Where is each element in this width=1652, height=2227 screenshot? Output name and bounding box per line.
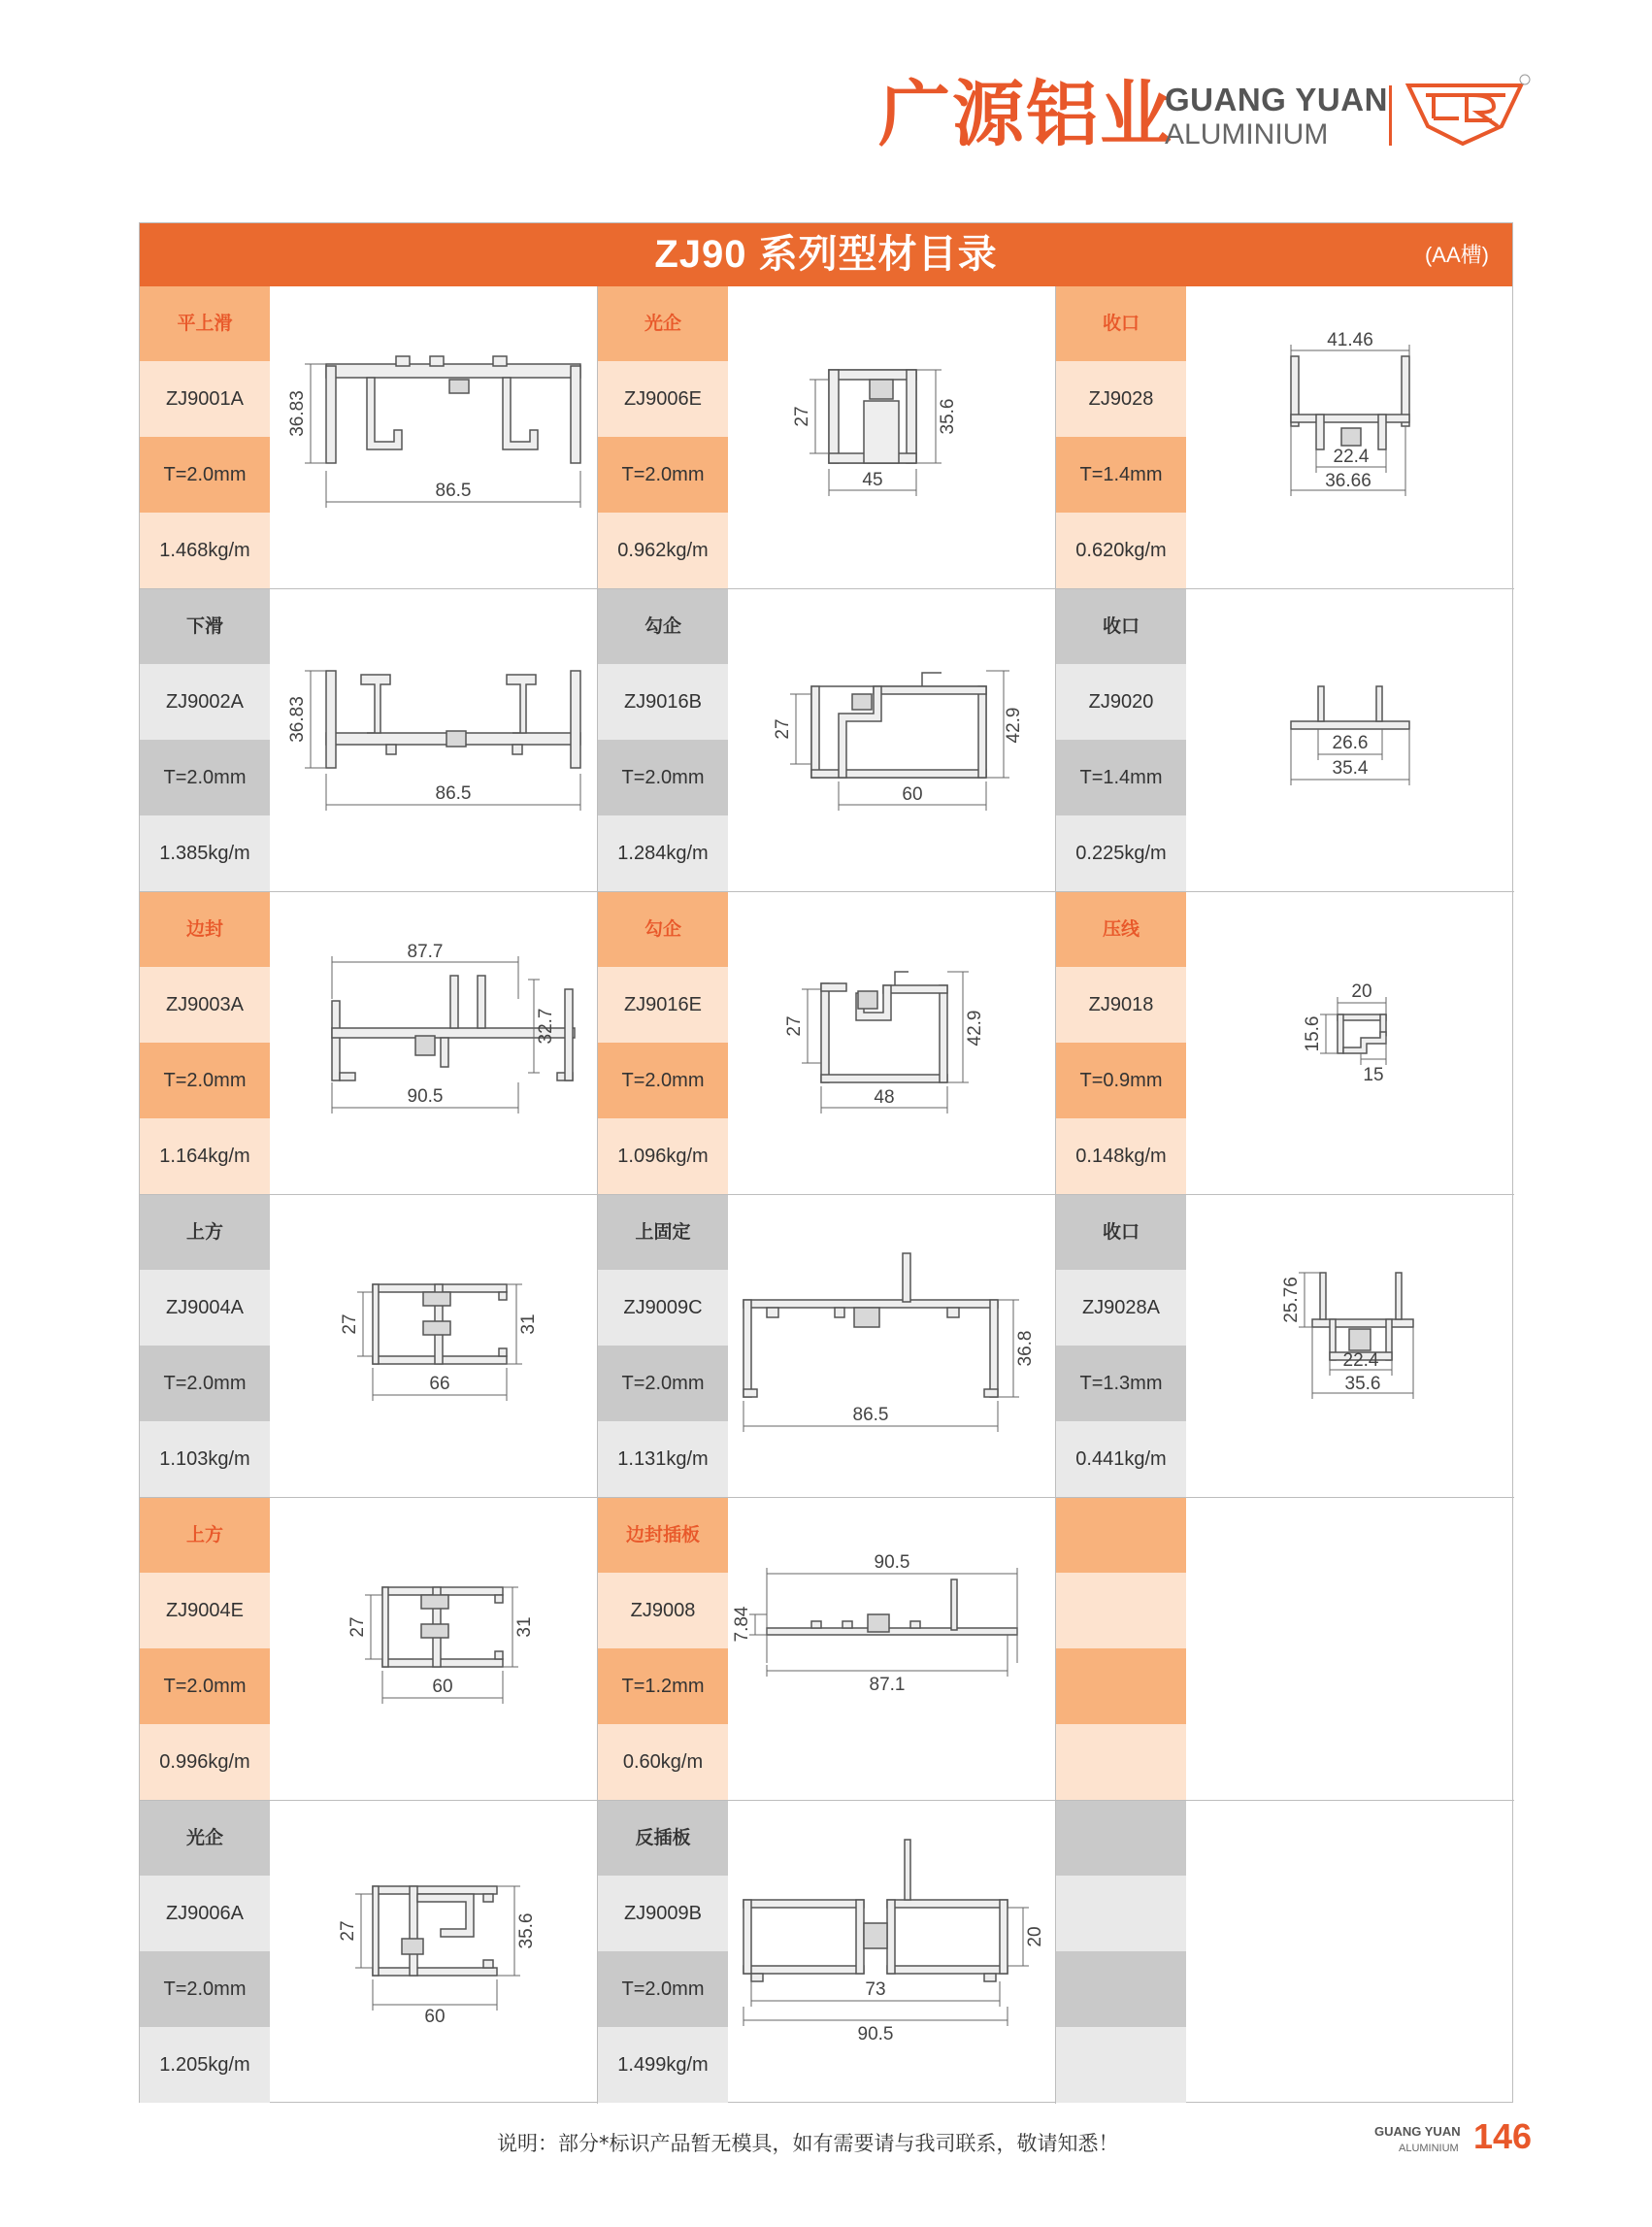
profile-thickness: T=2.0mm (140, 1043, 270, 1118)
profile-card (140, 286, 598, 589)
profile-code: ZJ9028A (1056, 1270, 1186, 1346)
profile-name: 边封 (140, 892, 270, 967)
profile-name: 收口 (1056, 1195, 1186, 1270)
profile-drawing (270, 1801, 598, 2103)
profile-code: ZJ9009C (598, 1270, 728, 1346)
profile-name: 光企 (140, 1801, 270, 1876)
dimension-label: 36.83 (287, 696, 308, 743)
dimension-label: 32.7 (536, 1008, 556, 1045)
dimension-label: 22.4 (1333, 447, 1370, 467)
profile-thickness: T=2.0mm (598, 1951, 728, 2027)
dimension-label: 90.5 (407, 1086, 444, 1107)
profile-drawing (1186, 589, 1514, 891)
profile-code: ZJ9006A (140, 1876, 270, 1951)
dimension-label: 42.9 (1004, 707, 1024, 744)
dimension-label: 90.5 (857, 2024, 894, 2044)
profile-weight (1056, 2027, 1186, 2103)
dimension-label: 27 (773, 718, 793, 740)
profile-name: 反插板 (598, 1801, 728, 1876)
profile-thickness: T=2.0mm (598, 740, 728, 815)
profile-code: ZJ9003A (140, 967, 270, 1043)
profile-name: 收口 (1056, 589, 1186, 664)
dimension-label: 87.7 (407, 942, 444, 962)
dimension-label: 27 (792, 406, 812, 427)
profile-weight: 0.225kg/m (1056, 815, 1186, 891)
profile-code: ZJ9004E (140, 1573, 270, 1648)
profile-thickness (1056, 1951, 1186, 2027)
footer-brand-name: GUANG YUAN (1374, 2124, 1461, 2139)
profile-code: ZJ9009B (598, 1876, 728, 1951)
dimension-label: 36.66 (1325, 471, 1371, 491)
dimension-label: 48 (874, 1087, 895, 1108)
dimension-label: 31 (518, 1313, 539, 1335)
profile-name: 下滑 (140, 589, 270, 664)
profile-drawing (270, 286, 598, 588)
profile-name: 平上滑 (140, 286, 270, 361)
profile-weight: 1.131kg/m (598, 1421, 728, 1497)
profile-card (1056, 589, 1514, 892)
dimension-label: 15.6 (1303, 1015, 1323, 1052)
profile-code: ZJ9004A (140, 1270, 270, 1346)
profile-thickness: T=1.4mm (1056, 437, 1186, 513)
dimension-label: 60 (902, 784, 923, 805)
dimension-label: 27 (338, 1920, 358, 1942)
profile-thickness: T=0.9mm (1056, 1043, 1186, 1118)
profile-weight: 1.284kg/m (598, 815, 728, 891)
profile-drawing (270, 1195, 598, 1497)
profile-code: ZJ9016E (598, 967, 728, 1043)
profile-thickness: T=2.0mm (140, 740, 270, 815)
profile-card (1056, 286, 1514, 589)
page-number: 146 (1473, 2116, 1533, 2156)
dimension-label: 26.6 (1332, 733, 1369, 753)
profile-drawing (728, 892, 1056, 1194)
dimension-label: 35.6 (938, 398, 958, 435)
profile-drawing (728, 589, 1056, 891)
profile-catalog (139, 222, 1513, 2103)
profile-thickness: T=2.0mm (140, 1648, 270, 1724)
profile-weight: 1.096kg/m (598, 1118, 728, 1194)
brand-divider (1389, 85, 1392, 146)
profile-thickness: T=2.0mm (140, 1346, 270, 1421)
profile-drawing (728, 1498, 1056, 1800)
profile-card-empty (1056, 1801, 1514, 2104)
profile-drawing (1186, 1195, 1514, 1497)
profile-name (1056, 1801, 1186, 1876)
profile-thickness: T=2.0mm (598, 437, 728, 513)
profile-name: 收口 (1056, 286, 1186, 361)
profile-card (598, 1195, 1056, 1498)
profile-weight: 1.499kg/m (598, 2027, 728, 2103)
dimension-label: 15 (1363, 1065, 1384, 1085)
profile-thickness: T=2.0mm (140, 1951, 270, 2027)
dimension-label: 60 (432, 1677, 453, 1697)
profile-drawing (1186, 892, 1514, 1194)
dimension-label: 20 (1351, 981, 1372, 1002)
profile-drawing (728, 1801, 1056, 2103)
dimension-label: 42.9 (965, 1010, 985, 1047)
profile-name: 上方 (140, 1195, 270, 1270)
profile-drawing (270, 589, 598, 891)
dimension-label: 86.5 (435, 481, 472, 501)
profile-drawing (270, 892, 598, 1194)
profile-thickness: T=1.4mm (1056, 740, 1186, 815)
profile-card (598, 1498, 1056, 1801)
profile-name (1056, 1498, 1186, 1573)
dimension-label: 20 (1025, 1926, 1045, 1947)
profile-weight: 1.468kg/m (140, 513, 270, 588)
profile-drawing (728, 286, 1056, 588)
catalog-title: ZJ90 系列型材目录 (654, 233, 998, 276)
profile-code: ZJ9002A (140, 664, 270, 740)
dimension-label: 60 (424, 2007, 446, 2027)
profile-card (598, 286, 1056, 589)
profile-name: 边封插板 (598, 1498, 728, 1573)
dimension-label: 35.6 (1344, 1374, 1381, 1394)
catalog-title-bar (140, 223, 1512, 286)
brand-subtitle-en: ALUMINIUM (1165, 118, 1329, 150)
profile-code (1056, 1573, 1186, 1648)
profile-code: ZJ9016B (598, 664, 728, 740)
profile-card (1056, 1195, 1514, 1498)
profile-code: ZJ9001A (140, 361, 270, 437)
footer-note: 说明：部分*标识产品暂无模具，如有需要请与我司联系，敬请知悉！ (497, 2132, 1119, 2155)
profile-thickness: T=1.3mm (1056, 1346, 1186, 1421)
profile-drawing (1186, 286, 1514, 588)
profile-weight: 0.148kg/m (1056, 1118, 1186, 1194)
profile-weight: 0.441kg/m (1056, 1421, 1186, 1497)
profile-code: ZJ9018 (1056, 967, 1186, 1043)
profile-card (140, 892, 598, 1195)
dimension-label: 22.4 (1342, 1350, 1379, 1371)
profile-code: ZJ9006E (598, 361, 728, 437)
profile-weight: 0.962kg/m (598, 513, 728, 588)
profile-card (140, 1195, 598, 1498)
profile-code: ZJ9008 (598, 1573, 728, 1648)
profile-thickness (1056, 1648, 1186, 1724)
dimension-label: 25.76 (1281, 1277, 1302, 1323)
profile-card (598, 589, 1056, 892)
dimension-label: 27 (784, 1015, 805, 1037)
profile-weight: 1.385kg/m (140, 815, 270, 891)
profile-name: 光企 (598, 286, 728, 361)
profile-card (140, 589, 598, 892)
dimension-label: 45 (862, 470, 883, 490)
profile-card (1056, 892, 1514, 1195)
dimension-label: 27 (340, 1313, 360, 1335)
profile-weight: 1.164kg/m (140, 1118, 270, 1194)
gr-logo-icon (1404, 72, 1531, 150)
dimension-label: 7.84 (732, 1606, 752, 1643)
profile-thickness: T=2.0mm (598, 1043, 728, 1118)
brand-name-en: GUANG YUAN (1165, 82, 1388, 117)
dimension-label: 73 (865, 1979, 886, 2000)
dimension-label: 86.5 (435, 783, 472, 804)
profile-card (598, 892, 1056, 1195)
profile-card (598, 1801, 1056, 2104)
catalog-tag: (AA槽) (1424, 243, 1489, 267)
profile-card (140, 1498, 598, 1801)
dimension-label: 35.4 (1332, 758, 1369, 779)
dimension-label: 41.46 (1327, 330, 1373, 350)
profile-thickness: T=1.2mm (598, 1648, 728, 1724)
dimension-label: 87.1 (869, 1675, 906, 1695)
profile-weight: 0.996kg/m (140, 1724, 270, 1800)
profile-code: ZJ9020 (1056, 664, 1186, 740)
profile-name: 勾企 (598, 589, 728, 664)
profile-name: 上固定 (598, 1195, 728, 1270)
profile-drawing (728, 1195, 1056, 1497)
dimension-label: 66 (429, 1374, 450, 1394)
dimension-label: 35.6 (516, 1912, 537, 1949)
profile-code (1056, 1876, 1186, 1951)
profile-weight: 1.103kg/m (140, 1421, 270, 1497)
profile-name: 压线 (1056, 892, 1186, 967)
profile-weight: 0.620kg/m (1056, 513, 1186, 588)
dimension-label: 36.83 (287, 390, 308, 437)
profile-name: 上方 (140, 1498, 270, 1573)
profile-card-empty (1056, 1498, 1514, 1801)
profile-drawing (270, 1498, 598, 1800)
dimension-label: 36.8 (1015, 1330, 1036, 1367)
dimension-label: 90.5 (874, 1552, 910, 1573)
profile-weight: 0.60kg/m (598, 1724, 728, 1800)
footer-brand-subtitle: ALUMINIUM (1399, 2143, 1459, 2154)
profile-card (140, 1801, 598, 2104)
profile-name: 勾企 (598, 892, 728, 967)
brand-name-cn: 广源铝业 (878, 73, 1173, 156)
dimension-label: 86.5 (852, 1405, 889, 1425)
dimension-label: 27 (347, 1616, 368, 1638)
profile-thickness: T=2.0mm (140, 437, 270, 513)
profile-weight (1056, 1724, 1186, 1800)
profile-code: ZJ9028 (1056, 361, 1186, 437)
dimension-label: 31 (514, 1616, 535, 1638)
profile-weight: 1.205kg/m (140, 2027, 270, 2103)
profile-thickness: T=2.0mm (598, 1346, 728, 1421)
